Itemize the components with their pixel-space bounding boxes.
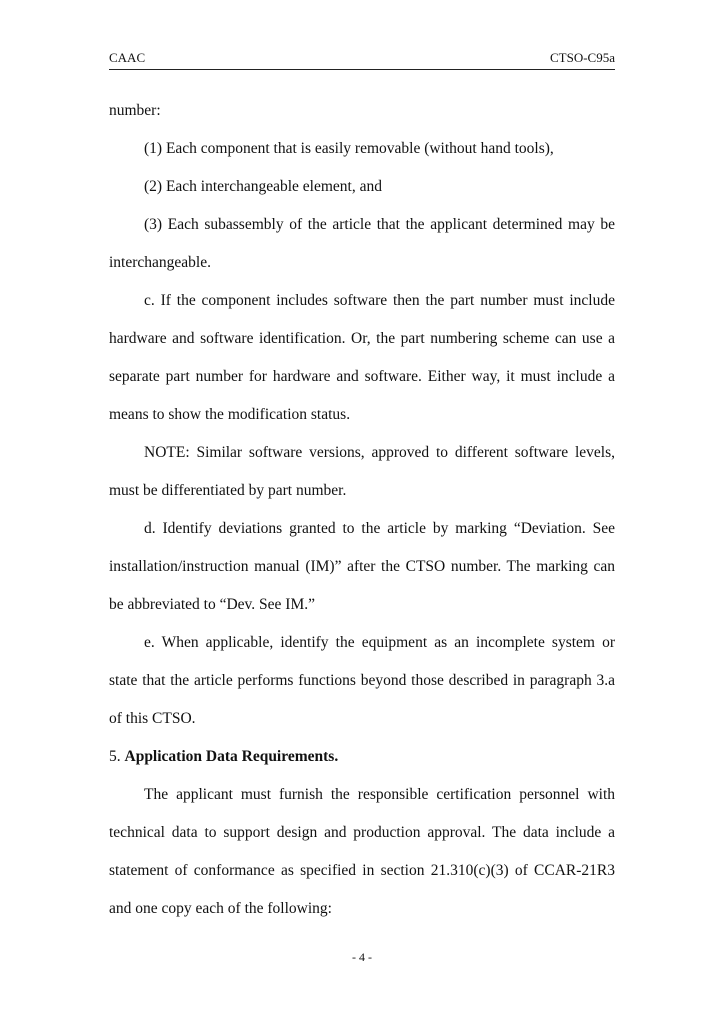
note-paragraph: NOTE: Similar software versions, approved to different software levels, must be differentiated by part number.	[109, 444, 615, 499]
list-item-3: (3) Each subassembly of the article that the applicant determined may be interchangeable.	[109, 216, 615, 271]
section-number: 5.	[109, 748, 125, 765]
list-item-1: (1) Each component that is easily removable (without hand tools),	[144, 140, 554, 157]
paragraph-c: c. If the component includes software then the part number must include hardware and software identification. Or, the part numbering scheme can use a separate part number for hardware and software. Either way, it must include a means to show the modification status.	[109, 292, 615, 423]
header-left-label: CAAC	[109, 50, 146, 65]
paragraph-continued: number:	[109, 102, 161, 119]
section-heading	[109, 738, 615, 776]
document-body	[109, 92, 615, 928]
page-number: - 4 -	[352, 950, 372, 964]
paragraph-e: e. When applicable, identify the equipment as an incomplete system or state that the article performs functions beyond those described in paragraph 3.a of this CTSO.	[109, 634, 615, 727]
paragraph-d: d. Identify deviations granted to the article by marking “Deviation. See installation/instruction manual (IM)” after the CTSO number. The marking can be abbreviated to “Dev. See IM.”	[109, 520, 615, 613]
list-item-2: (2) Each interchangeable element, and	[144, 178, 382, 195]
page-header	[109, 50, 615, 70]
section-title: Application Data Requirements.	[124, 748, 339, 765]
paragraph-5: The applicant must furnish the responsible certification personnel with technical data to support design and production approval. The data include a statement of conformance as specified in section 21.310(c)(3) of CCAR-21R3 and one copy each of the following:	[109, 786, 615, 917]
header-right-label: CTSO-C95a	[550, 50, 615, 65]
